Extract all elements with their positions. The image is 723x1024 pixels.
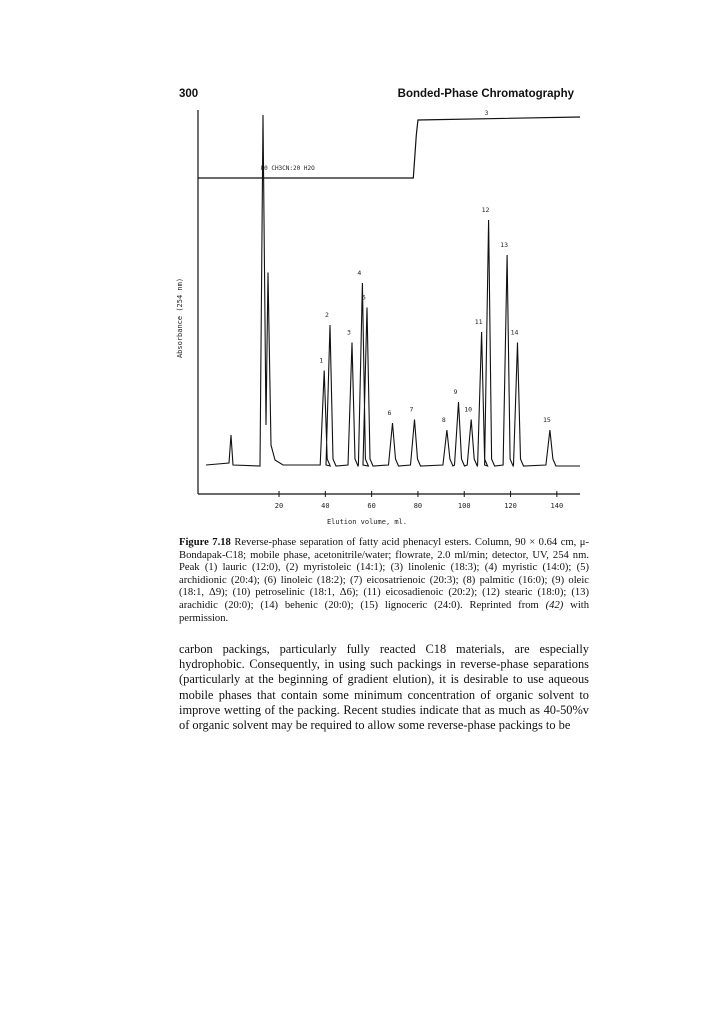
- x-tick-label: 120: [504, 502, 517, 510]
- peak-label: 7: [409, 405, 414, 414]
- body-paragraph: carbon packings, particularly fully reacted C18 materials, are especially hydrophobic. Consequently, in using such packings in reverse-phase separations (particularly at the beginning of gradient elution), it is desirable to use aqueous mobile phases that contain some minimum concentration of organic solvent to improve wetting of the packing. Recent studies indicate that as much as 40-50%v of organic solvent may be required to allow some reverse-phase packings to be: [179, 642, 589, 733]
- figure-caption: [179, 537, 589, 625]
- x-tick-label: 60: [367, 502, 376, 510]
- peak-label: 4: [357, 269, 362, 277]
- peak-label: 6: [387, 409, 392, 417]
- peak-label: 8: [441, 416, 446, 424]
- x-tick-label: 100: [457, 502, 471, 510]
- page-number: 300: [179, 88, 199, 100]
- gradient-profile: [198, 110, 580, 178]
- reference-link[interactable]: (42): [545, 599, 564, 611]
- chromatogram-figure: [170, 100, 590, 530]
- chart-axes: [198, 110, 580, 494]
- peak-label: 14: [510, 328, 519, 337]
- x-tick-label: 20: [274, 502, 284, 510]
- reprint-suffix: with permission.: [179, 599, 590, 624]
- figure-label: Figure 7.18: [179, 537, 231, 548]
- chromatogram-trace: [206, 115, 580, 466]
- peak-label: 12: [481, 206, 490, 214]
- gradient-annotation: 3: [484, 110, 489, 117]
- y-axis-label: Absorbance (254 nm): [176, 277, 184, 359]
- gradient-line: [198, 117, 580, 178]
- trace-line: [206, 115, 580, 466]
- peak-label: 2: [325, 311, 329, 319]
- running-title: Bonded-Phase Chromatography: [397, 88, 574, 100]
- figure-caption-text: Reverse-phase separation of fatty acid phenacyl esters. Column, 90 × 0.64 cm, μ-Bondapak-C18; mobile phase, acetonitrile/water; flowrate, 2.0 ml/min; detector, UV, 254 nm. Peak (1) lauric (12:0), (2) myristoleic (14:1); (3) linolenic (18:3); (4) myristic (14:0); (5) archidionic (20:4); (6) linoleic (18:2); (7) eicosatrienoic (20:3); (8) palmitic (16:0); (9) oleic (18:1, Δ9); (10) petroselinic (18:1, Δ6); (11) eicosadienoic (20:2); (12) stearic (18:0); (13) arachidic (20:0); (14) behenic (20:0); (15) lignoceric (24:0).: [179, 537, 589, 611]
- peak-label: 3: [346, 328, 351, 337]
- reprint-prefix: Reprinted from: [469, 599, 539, 611]
- body-text: [179, 642, 589, 733]
- x-tick-label: 80: [413, 502, 423, 510]
- x-tick-label: 140: [550, 502, 564, 510]
- peak-label: 10: [464, 405, 473, 414]
- gradient-annotation: 80 CH3CN:20 H2O: [260, 165, 315, 172]
- peak-label: 9: [453, 388, 458, 396]
- peak-label: 1: [319, 356, 324, 365]
- x-axis-label: Elution volume, ml.: [326, 518, 408, 526]
- peak-label: 11: [474, 318, 483, 326]
- peak-label: 15: [542, 416, 551, 424]
- peak-label: 5: [362, 293, 366, 302]
- x-tick-label: 40: [321, 502, 330, 510]
- peak-label: 13: [500, 241, 508, 249]
